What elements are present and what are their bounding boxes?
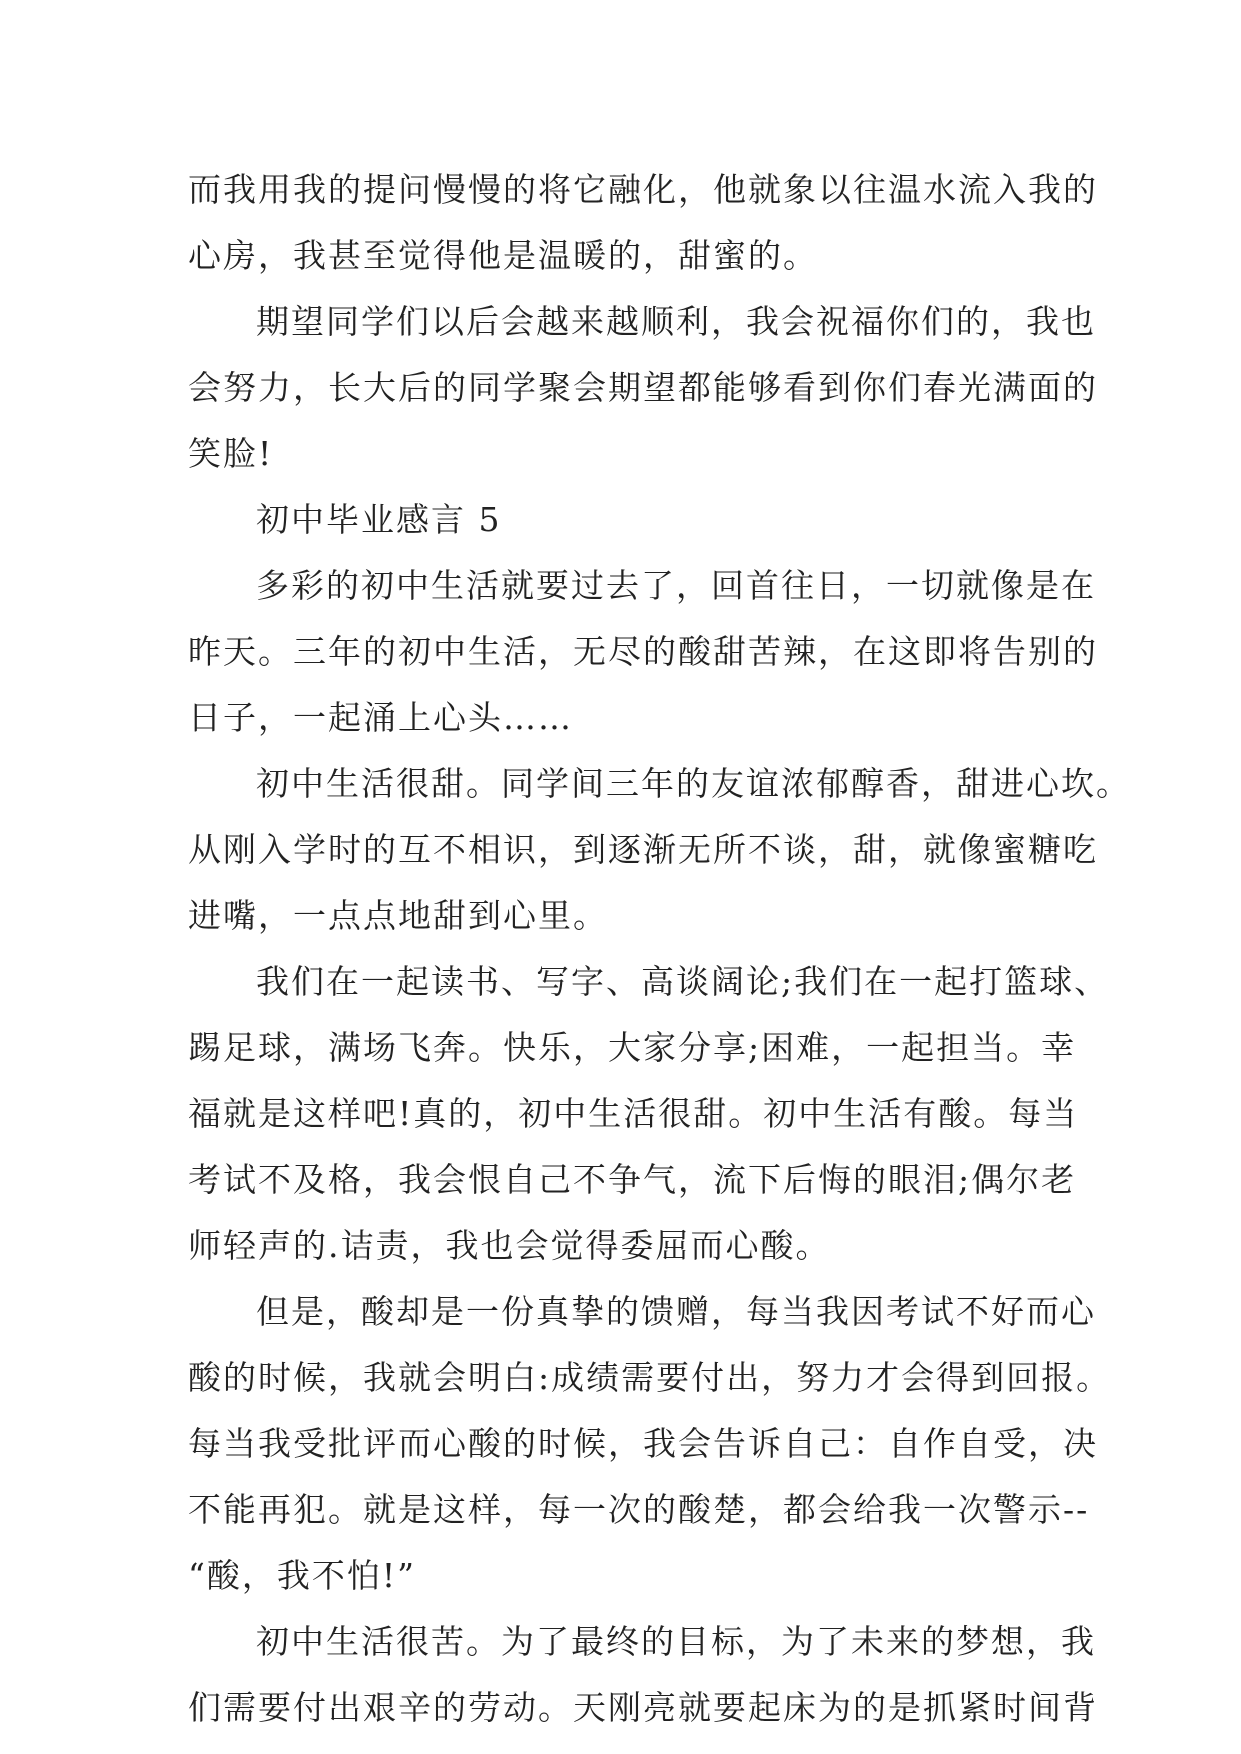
text-line: 踢足球，满场飞奔。快乐，大家分享;困难，一起担当。幸 [188, 1028, 1077, 1067]
paragraph-start-line: 多彩的初中生活就要过去了，回首往日，一切就像是在 [256, 566, 1096, 605]
section-heading: 初中毕业感言 5 [256, 500, 502, 539]
text-line: 心房，我甚至觉得他是温暖的，甜蜜的。 [188, 236, 818, 275]
paragraph-start-line: 初中生活很苦。为了最终的目标，为了未来的梦想，我 [256, 1622, 1096, 1661]
text-line: “酸，我不怕!” [188, 1556, 417, 1595]
paragraph-start-line: 我们在一起读书、写字、高谈阔论;我们在一起打篮球、 [256, 962, 1110, 1001]
text-line: 笑脸! [188, 434, 274, 473]
text-line: 会努力，长大后的同学聚会期望都能够看到你们春光满面的 [188, 368, 1098, 407]
text-line: 每当我受批评而心酸的时候，我会告诉自己：自作自受，决 [188, 1424, 1098, 1463]
text-line: 们需要付出艰辛的劳动。天刚亮就要起床为的是抓紧时间背 [188, 1688, 1098, 1727]
paragraph-start-line: 初中生活很甜。同学间三年的友谊浓郁醇香，甜进心坎。 [256, 764, 1131, 803]
text-line: 考试不及格，我会恨自己不争气，流下后悔的眼泪;偶尔老 [188, 1160, 1077, 1199]
paragraph-start-line: 但是，酸却是一份真挚的馈赠，每当我因考试不好而心 [256, 1292, 1096, 1331]
document-body [188, 157, 1131, 1741]
text-line: 进嘴，一点点地甜到心里。 [188, 896, 608, 935]
text-line: 不能再犯。就是这样，每一次的酸楚，都会给我一次警示-- [188, 1490, 1090, 1529]
text-line: 从刚入学时的互不相识，到逐渐无所不谈，甜，就像蜜糖吃 [188, 830, 1098, 869]
text-line: 而我用我的提问慢慢的将它融化，他就象以往温水流入我的 [188, 170, 1098, 209]
text-line: 师轻声的.诘责，我也会觉得委屈而心酸。 [188, 1226, 831, 1265]
text-line: 酸的时候，我就会明白:成绩需要付出，努力才会得到回报。 [188, 1358, 1112, 1397]
text-line: 福就是这样吧!真的，初中生活很甜。初中生活有酸。每当 [188, 1094, 1079, 1133]
text-line: 昨天。三年的初中生活，无尽的酸甜苦辣，在这即将告别的 [188, 632, 1098, 671]
text-line: 日子，一起涌上心头…… [188, 698, 573, 737]
paragraph-start-line: 期望同学们以后会越来越顺利，我会祝福你们的，我也 [256, 302, 1096, 341]
